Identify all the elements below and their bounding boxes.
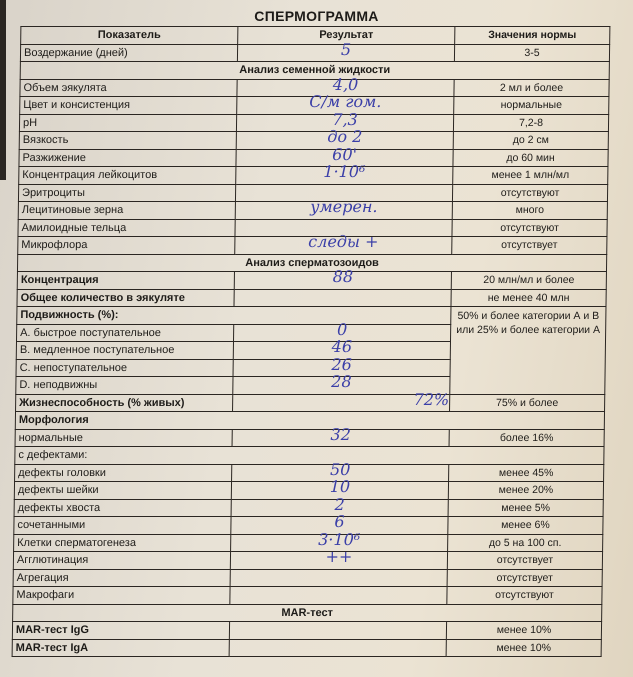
row-label: Подвижность (%): (17, 307, 451, 325)
row-norm: 75% и более (450, 394, 605, 412)
handwritten-value: 1·10⁶ (323, 162, 366, 181)
row-label: Объем эякулята (20, 79, 237, 97)
lower-row (13, 569, 602, 587)
row-norm: нормальные (454, 97, 609, 115)
fluid-row (18, 202, 607, 220)
row-norm: отсутствует (452, 237, 607, 255)
row-norm: 2 мл и более (454, 79, 609, 97)
row-norm: менее 1 млн/мл (453, 167, 608, 185)
header-indicator: Показатель (21, 27, 238, 45)
row-label: Агглютинация (13, 552, 230, 570)
row-label: Разжижение (19, 149, 236, 167)
row-result (230, 587, 447, 605)
fluid-row (19, 167, 608, 185)
row-label: pH (19, 114, 236, 132)
handwritten-value: С/м гом. (309, 92, 382, 111)
row-label: С. непоступательное (16, 359, 233, 377)
row-label: дефекты шейки (14, 482, 231, 500)
row-result (235, 197, 452, 220)
row-label: дефекты хвоста (14, 499, 231, 517)
row-norm: менее 10% (446, 639, 601, 657)
row-norm: менее 6% (448, 517, 603, 535)
handwritten-value: 4,0 (332, 74, 359, 94)
row-label: Эритроциты (18, 184, 235, 202)
row-norm: отсутствует (447, 552, 602, 570)
row-norm: отсутствует (447, 569, 602, 587)
abstinence-row (20, 44, 609, 62)
row-result (229, 622, 446, 640)
row-norm: отсутствуют (452, 184, 607, 202)
row-label: Амилоидные тельца (18, 219, 235, 237)
handwritten-value: 88 (332, 267, 354, 286)
mar-row (12, 639, 601, 657)
photo-edge (0, 0, 6, 180)
handwritten-value: 28 (331, 372, 352, 391)
row-norm: до 5 на 100 сп. (448, 534, 603, 552)
handwritten-value: 10 (329, 477, 351, 496)
row-label: Воздержание (дней) (20, 44, 237, 62)
row-label: Вязкость (19, 132, 236, 150)
row-norm: менее 45% (449, 464, 604, 482)
handwritten-value: 26 (331, 354, 352, 374)
row-norm: менее 5% (448, 499, 603, 517)
row-label: Микрофлора (18, 237, 235, 255)
row-result (230, 569, 447, 587)
handwritten-value: 2 (334, 494, 345, 514)
lower-row (13, 587, 602, 605)
row-result (237, 39, 454, 62)
total-row (17, 289, 606, 307)
handwritten-value: 32 (330, 424, 352, 444)
document-title: СПЕРМОГРАММА (254, 8, 379, 24)
row-label: дефекты головки (15, 464, 232, 482)
row-label: MAR-тест IgG (12, 622, 229, 640)
row-norm: отсутствуют (447, 587, 602, 605)
handwritten-value: 3·10⁶ (318, 529, 361, 549)
row-label: В. медленное поступательное (16, 342, 233, 360)
row-norm: не менее 40 млн (451, 289, 606, 307)
concentration-row (17, 272, 606, 290)
handwritten-value: ++ (325, 547, 353, 566)
row-label: Агрегация (13, 569, 230, 587)
handwritten-value: умерен. (310, 197, 378, 216)
row-label: с дефектами: (15, 447, 604, 465)
row-norm: 50% и более категории А и В или 25% и более категории А (450, 307, 606, 395)
handwritten-value: 5 (340, 39, 352, 59)
section-title: Анализ сперматозоидов (17, 254, 606, 272)
section-mar (13, 604, 602, 622)
row-norm: отсутствуют (452, 219, 607, 237)
row-norm: более 16% (449, 429, 604, 447)
row-label: Общее количество в эякуляте (17, 289, 234, 307)
row-label: D. неподвижны (16, 377, 233, 395)
header-result: Результат (238, 27, 455, 45)
header-norm: Значения нормы (455, 27, 610, 45)
row-result (234, 267, 451, 290)
row-norm: 7,2-8 (453, 114, 608, 132)
normal-row (15, 429, 604, 447)
handwritten-value: 7,3 (332, 109, 358, 129)
section-title: Анализ семенной жидкости (20, 62, 609, 80)
row-norm: 3-5 (454, 44, 609, 62)
viability-row (16, 394, 605, 412)
row-norm: до 60 мин (453, 149, 608, 167)
handwritten-value: 60' (332, 144, 358, 164)
row-label: MAR-тест IgA (12, 639, 229, 657)
row-label: Жизнеспособность (% живых) (16, 394, 233, 412)
handwritten-value: 46 (331, 337, 353, 356)
handwritten-value: 0 (336, 319, 348, 339)
spermogram-table (12, 26, 611, 657)
row-label: Концентрация (17, 272, 234, 290)
row-norm: до 2 см (453, 132, 608, 150)
row-label: Лецитиновые зерна (18, 202, 235, 220)
row-label: Морфология (15, 412, 604, 430)
row-label: Концентрация лейкоцитов (19, 167, 236, 185)
row-label: Цвет и консистенция (20, 97, 237, 115)
row-result (230, 547, 447, 570)
row-norm: менее 10% (446, 622, 601, 640)
handwritten-value: 72% (413, 389, 450, 409)
handwritten-value: до 2 (327, 127, 363, 146)
row-label: Макрофаги (13, 587, 230, 605)
handwritten-value: 50 (329, 459, 351, 479)
section-title: MAR-тест (13, 604, 602, 622)
row-norm: много (452, 202, 607, 220)
row-result (236, 162, 453, 185)
row-result (232, 424, 449, 447)
row-label: Клетки сперматогенеза (14, 534, 231, 552)
row-result (233, 389, 450, 412)
handwritten-value: 6 (334, 512, 345, 531)
row-label: сочетанными (14, 517, 231, 535)
lower-row (13, 552, 602, 570)
row-label: нормальные (15, 429, 232, 447)
mar-row (12, 622, 601, 640)
row-result (229, 639, 446, 657)
row-label: А. быстрое поступательное (17, 324, 234, 342)
row-norm: 20 млн/мл и более (451, 272, 606, 290)
row-norm: менее 20% (448, 482, 603, 500)
handwritten-value: следы + (308, 232, 379, 251)
fluid-row (18, 237, 607, 255)
row-result (235, 232, 452, 255)
row-result (234, 289, 451, 307)
